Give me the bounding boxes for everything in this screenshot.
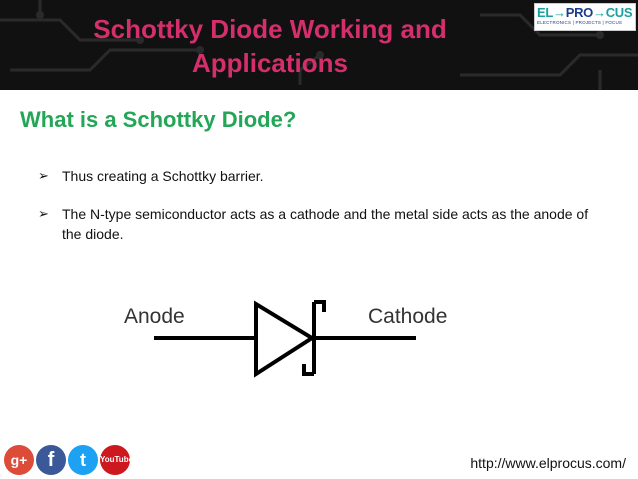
slide-title: Schottky Diode Working and Applications [93, 14, 447, 78]
bullet-text: Thus creating a Schottky barrier. [62, 168, 264, 184]
slide-subtitle: What is a Schottky Diode? [20, 107, 297, 132]
arrow-bullet-icon: ➢ [38, 168, 49, 183]
cathode-label: Cathode [368, 305, 448, 328]
logo-tagline: ELECTRONICS | PROJECTS | FOCUS [537, 20, 623, 25]
diode-triangle-icon [256, 304, 312, 374]
twitter-icon[interactable]: t [68, 445, 98, 475]
logo-wordmark: EL→PRO→CUS [537, 5, 633, 20]
facebook-icon[interactable]: f [36, 445, 66, 475]
bullet-item [38, 204, 598, 244]
elprocus-logo[interactable] [534, 3, 636, 31]
arrow-bullet-icon: ➢ [38, 206, 49, 221]
youtube-icon[interactable]: YouTube [100, 445, 130, 475]
logo-text-right: CUS [605, 5, 633, 20]
bullet-list [38, 166, 598, 262]
anode-label: Anode [124, 305, 185, 328]
slide-header [0, 0, 638, 90]
bullet-item [38, 166, 598, 186]
logo-text-mid: PRO [565, 5, 593, 20]
bullet-text: The N-type semiconductor acts as a cathode and the metal side acts as the anode of the diode. [62, 206, 589, 242]
google-plus-icon[interactable]: g+ [4, 445, 34, 475]
logo-text-left: EL [537, 5, 554, 20]
website-url[interactable]: http://www.elprocus.com/ [470, 455, 626, 471]
schottky-diode-symbol [120, 290, 480, 390]
